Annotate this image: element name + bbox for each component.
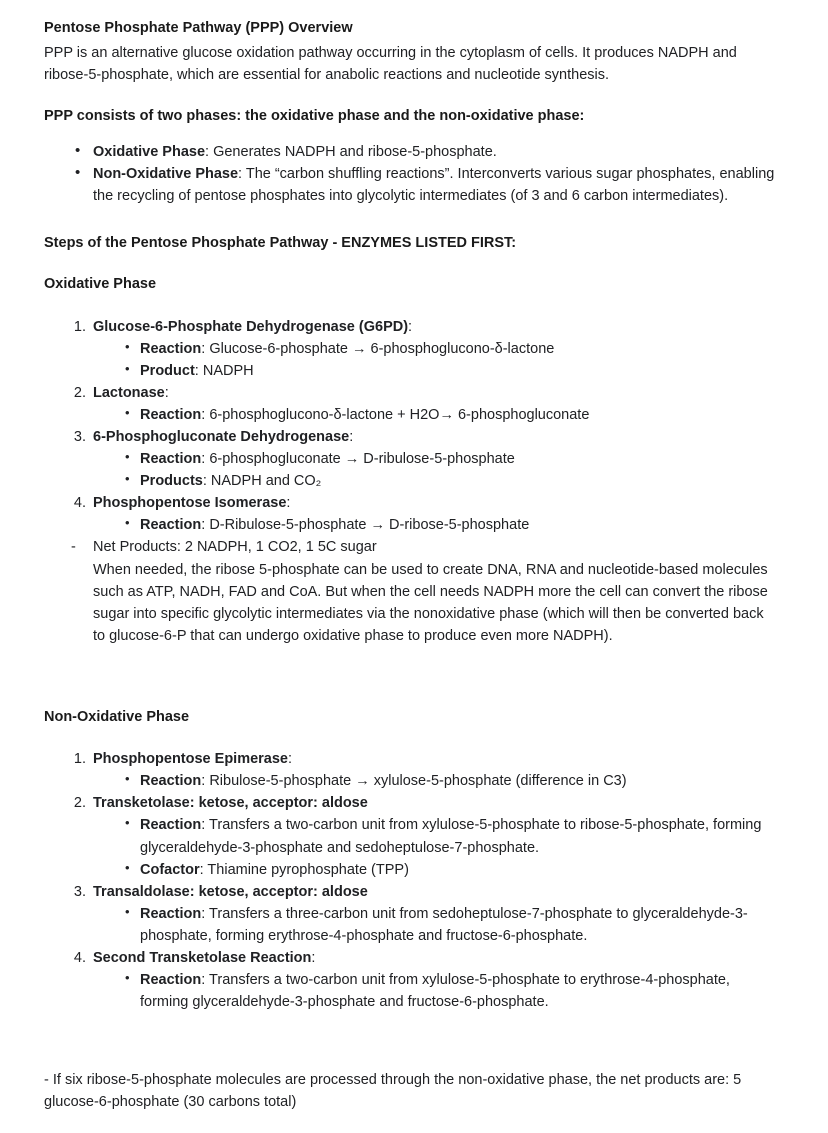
spacer: [44, 86, 778, 106]
oxidative-steps-list: [44, 316, 778, 536]
detail-separator: :: [199, 861, 208, 878]
detail-term: Reaction: [140, 905, 202, 922]
list-item: [93, 448, 778, 470]
step-details: [93, 338, 778, 382]
detail-term: Product: [140, 363, 195, 380]
phase-text: Generates NADPH and ribose-5-phosphate.: [213, 143, 497, 160]
detail-term: Reaction: [140, 407, 202, 424]
phase-text: The “carbon shuffling reactions”. Interconverts various sugar phosphates, enabling the recycling of pentose phosphates into glycolytic intermediates (of 3 and 6 carbon intermediates).: [93, 165, 775, 204]
list-item: [93, 470, 778, 492]
enzyme-colon: :: [311, 949, 316, 966]
list-item: [93, 903, 778, 947]
non-oxidative-steps-list: [44, 748, 778, 1012]
detail-text: Ribulose-5-phosphate → xylulose-5-phosphate (difference in C3): [209, 773, 627, 790]
detail-separator: :: [201, 905, 210, 922]
list-number: [68, 947, 86, 969]
step-details: [93, 814, 778, 880]
detail-text: Transfers a two-carbon unit from xylulose-5-phosphate to ribose-5-phosphate, forming glyceraldehyde-3-phosphate and sedoheptulose-7-phosphate.: [140, 817, 762, 856]
list-item: [44, 881, 778, 947]
phase-term: Oxidative Phase: [93, 143, 206, 160]
net-products-item: [44, 536, 778, 646]
spacer: [44, 128, 778, 141]
page-title: Pentose Phosphate Pathway (PPP) Overview: [44, 20, 353, 36]
list-item: [93, 514, 778, 536]
list-number: [68, 492, 86, 514]
enzyme-name: Transketolase: ketose, acceptor: aldose: [93, 795, 368, 812]
detail-term: Reaction: [140, 773, 202, 790]
list-number: [68, 792, 86, 814]
list-item: [93, 969, 778, 1013]
detail-text: Transfers a two-carbon unit from xylulose-5-phosphate to erythrose-4-phosphate, forming glyceraldehyde-3-phosphate and fructose-6-phosphate.: [140, 971, 730, 1010]
detail-text: Glucose-6-phosphate → 6-phosphoglucono-δ-lactone: [209, 341, 555, 358]
spacer: [44, 207, 778, 233]
dash-bullet: -: [71, 539, 76, 556]
steps-heading: Steps of the Pentose Phosphate Pathway - ENZYMES LISTED FIRST:: [44, 234, 517, 251]
list-item: [44, 792, 778, 880]
list-item: [44, 947, 778, 1013]
enzyme-name: Phosphopentose Epimerase: [93, 751, 288, 768]
detail-separator: :: [201, 773, 210, 790]
spacer: [44, 728, 778, 748]
phase-term: Non-Oxidative Phase: [93, 165, 239, 182]
enzyme-name: Glucose-6-Phosphate Dehydrogenase (G6PD): [93, 319, 409, 336]
list-item: [93, 360, 778, 382]
spacer: [44, 647, 778, 707]
list-item: [93, 859, 778, 881]
detail-term: Reaction: [140, 817, 202, 834]
spacer: [44, 296, 778, 316]
list-item: [44, 748, 778, 792]
list-number: [68, 382, 86, 404]
intro-paragraph: PPP is an alternative glucose oxidation pathway occurring in the cytoplasm of cells. It produces NADPH and ribose-5-phosphate, which are essential for anabolic reactions and nucleotide synthesis.: [44, 44, 737, 83]
detail-term: Reaction: [140, 971, 202, 988]
list-item: [44, 316, 778, 382]
detail-separator: :: [201, 971, 210, 988]
enzyme-colon: :: [288, 751, 293, 768]
enzyme-name: Transaldolase: ketose, acceptor: aldose: [93, 883, 368, 900]
enzyme-colon: :: [286, 495, 291, 512]
step-details: [93, 903, 778, 947]
detail-separator: :: [202, 473, 211, 490]
detail-text: 6-phosphogluconate → D-ribulose-5-phosphate: [209, 451, 515, 468]
detail-separator: :: [201, 451, 210, 468]
closing-note: - If six ribose-5-phosphate molecules are processed through the non-oxidative phase, the net products are: 5 glucose-6-phosphate (30 carbons total): [44, 1071, 742, 1110]
step-details: [93, 770, 778, 792]
list-item: [93, 814, 778, 858]
detail-text: 6-phosphoglucono-δ-lactone + H2O→ 6-phosphogluconate: [209, 407, 590, 424]
enzyme-colon: :: [408, 319, 413, 336]
detail-text: NADPH: [202, 363, 254, 380]
step-details: [93, 448, 778, 492]
list-number: [68, 881, 86, 903]
list-number: [68, 426, 86, 448]
detail-separator: :: [201, 817, 210, 834]
detail-term: Reaction: [140, 451, 202, 468]
enzyme-colon: :: [164, 385, 169, 402]
detail-separator: :: [201, 517, 210, 534]
spacer: [44, 254, 778, 274]
list-item: [93, 338, 778, 360]
detail-text: D-Ribulose-5-phosphate → D-ribose-5-phosphate: [209, 517, 530, 534]
list-item: [44, 163, 778, 207]
detail-separator: :: [201, 407, 210, 424]
list-number: [68, 316, 86, 338]
detail-term: Reaction: [140, 341, 202, 358]
list-item: [44, 492, 778, 536]
enzyme-name: Second Transketolase Reaction: [93, 949, 312, 966]
spacer: [44, 1013, 778, 1069]
list-item: [44, 426, 778, 492]
phase-separator: :: [238, 165, 246, 182]
enzyme-colon: :: [349, 429, 354, 446]
list-item: [44, 141, 778, 163]
list-item: [44, 382, 778, 426]
non-oxidative-phase-heading: Non-Oxidative Phase: [44, 708, 190, 725]
detail-text: Thiamine pyrophosphate (TPP): [207, 861, 409, 878]
step-details: [93, 404, 778, 426]
detail-term: Products: [140, 473, 203, 490]
list-item: [93, 404, 778, 426]
detail-separator: :: [201, 341, 210, 358]
phases-list: [44, 141, 778, 207]
detail-separator: :: [194, 363, 203, 380]
step-details: [93, 969, 778, 1013]
detail-term: Reaction: [140, 517, 202, 534]
detail-text: NADPH and CO₂: [210, 473, 322, 490]
net-products-explanation: When needed, the ribose 5-phosphate can be used to create DNA, RNA and nucleotide-based molecules such as ATP, NADH, FAD and CoA. But when the cell needs NADPH more the cell can convert the ribose sugar into specific glycolytic intermediates via the nonoxidative phase (which will then be converted back to glucose-6-P that can undergo oxidative phase to produce even more NADPH).: [93, 561, 768, 644]
enzyme-name: Lactonase: [93, 385, 165, 402]
oxidative-phase-heading: Oxidative Phase: [44, 276, 157, 293]
phase-separator: :: [205, 143, 214, 160]
phases-heading: PPP consists of two phases: the oxidative phase and the non-oxidative phase:: [44, 107, 585, 124]
detail-text: Transfers a three-carbon unit from sedoheptulose-7-phosphate to glyceraldehyde-3-phosphate, forming erythrose-4-phosphate and fructose-6-phosphate.: [140, 905, 748, 944]
enzyme-name: Phosphopentose Isomerase: [93, 495, 287, 512]
detail-term: Cofactor: [140, 861, 200, 878]
enzyme-name: 6-Phosphogluconate Dehydrogenase: [93, 429, 350, 446]
list-number: [68, 748, 86, 770]
step-details: [93, 514, 778, 536]
list-item: [93, 770, 778, 792]
net-products-line: Net Products: 2 NADPH, 1 CO2, 1 5C sugar: [93, 539, 377, 556]
